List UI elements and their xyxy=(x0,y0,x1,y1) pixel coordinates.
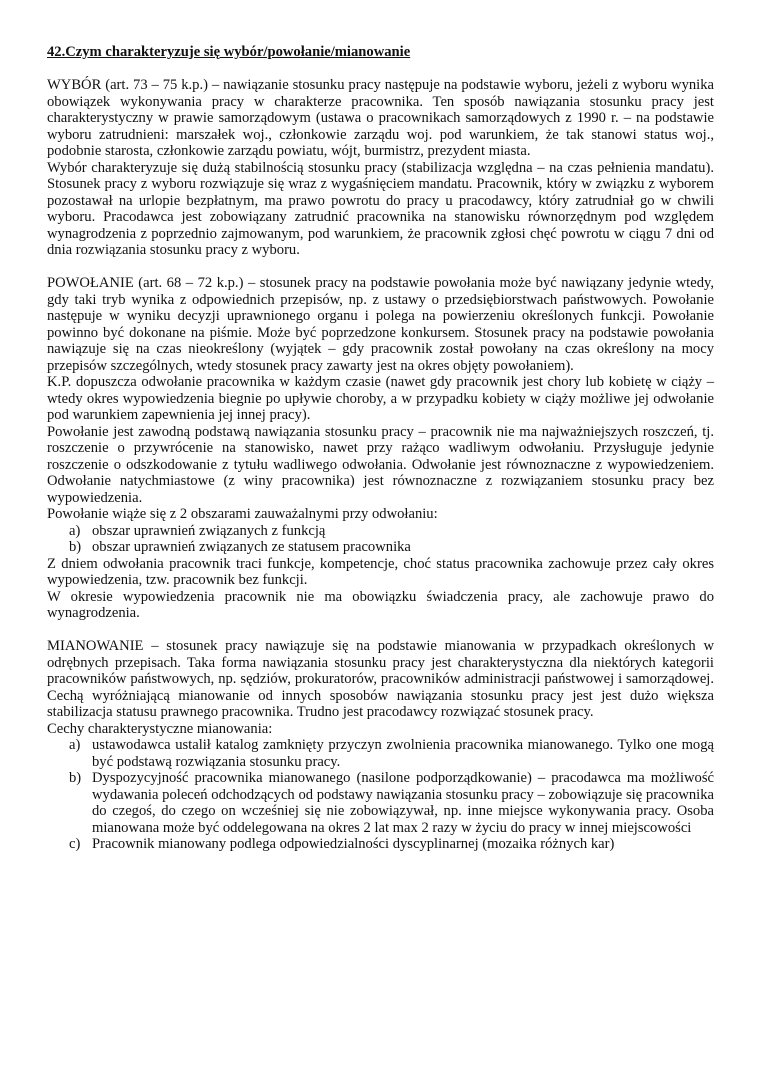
list-marker: a) xyxy=(69,737,81,753)
powolanie-list xyxy=(47,523,714,556)
paragraph: Cechy charakterystyczne mianowania: xyxy=(47,720,273,737)
paragraph: W okresie wypowiedzenia pracownik nie ma obowiązku świadczenia pracy, ale zachowuje prawo do wynagrodzenia. xyxy=(47,588,714,621)
section-mianowanie xyxy=(47,638,714,853)
section-wybor xyxy=(47,77,714,259)
mianowanie-list xyxy=(47,737,714,853)
spacer xyxy=(47,622,714,639)
list-marker: a) xyxy=(69,522,81,539)
paragraph: Powołanie jest zawodną podstawą nawiązania stosunku pracy – pracownik nie ma najważniejszych roszczeń, tj. roszczenie o przywrócenie na stanowisko, nawet przy rażąco wadliwym odwołaniu. Przysługuje jedynie roszczenie o odszkodowanie z tytułu wadliwego odwołania. Odwołanie jest równoznaczne z wypowiedzeniem. Odwołanie natychmiastowe (z winy pracownika) jest równoznaczne z rozwiązaniem stosunku pracy bez wypowiedzenia. xyxy=(47,423,714,506)
paragraph: Powołanie wiąże się z 2 obszarami zauważalnymi przy odwołaniu: xyxy=(47,506,438,522)
list-item xyxy=(47,737,714,770)
list-item xyxy=(47,523,714,540)
list-item-text: obszar uprawnień związanych z funkcją xyxy=(92,522,326,539)
paragraph: Wybór charakteryzuje się dużą stabilnością stosunku pracy (stabilizacja względna – na czas pełnienia mandatu). Stosunek pracy z wyboru rozwiązuje się wraz z wygaśnięciem mandatu. Pracownik, który w związku z wyborem pozostawał na urlopie bezpłatnym, ma prawo powrotu do pracy u pracodawcy, który zatrudniał go w chwili wyboru. Pracodawca jest zobowiązany zatrudnić pracownika na stanowisku równorzędnym pod względem wynagrodzenia z poprzednio zajmowanym, pod warunkiem, że pracownik zgłosi chęć powrotu w ciągu 7 dni od dnia rozwiązania stosunku pracy z wyboru. xyxy=(47,159,714,258)
list-item xyxy=(47,539,714,556)
paragraph: Z dniem odwołania pracownik traci funkcje, kompetencje, choć status pracownika zachowuje przez cały okres wypowiedzenia, tzw. pracownik bez funkcji. xyxy=(47,555,714,588)
list-item-text: Dyspozycyjność pracownika mianowanego (nasilone podporządkowanie) – pracodawca ma możliwość wydawania poleceń odchodzących od podstawy nawiązania stosunku pracy – zobowiązuje się pracownika do czegoś, do czego on wcześniej się nie zobowiązywał, np. inne miejsce wykonywania pracy. Osoba mianowana może być oddelegowana na okres 2 lat max 2 razy w życiu do pracy w innej miejscowości xyxy=(92,770,714,836)
list-marker: b) xyxy=(69,770,82,786)
list-item xyxy=(47,770,714,836)
paragraph: MIANOWANIE – stosunek pracy nawiązuje się na podstawie mianowania w przypadkach określonych w odrębnych przepisach. Taka forma nawiązania stosunku pracy jest charakterystyczna dla niektórych kategorii pracowników państwowych, np. sędziów, prokuratorów, pracowników administracji państwowej i samorządowej. Cechą wyróżniającą mianowanie od innych sposobów nawiązania stosunku pracy jest jest dużo większa stabilizacja statusu prawnego pracownika. Trudno jest pracodawcy rozwiązać stosunek pracy. xyxy=(47,638,714,720)
document-page xyxy=(47,44,714,853)
list-item-text: obszar uprawnień związanych ze statusem pracownika xyxy=(92,539,411,555)
section-powolanie xyxy=(47,275,714,622)
document-title: 42.Czym charakteryzuje się wybór/powołanie/mianowanie xyxy=(47,44,411,60)
paragraph: WYBÓR (art. 73 – 75 k.p.) – nawiązanie stosunku pracy następuje na podstawie wyboru, jeżeli z wyboru wynika obowiązek wykonywania pracy w charakterze pracownika. Ten sposób nawiązania stosunku pracy jest charakterystyczny w prawie samorządowym (ustawa o pracownikach samorządowych z 1990 r. – na podstawie wyboru zatrudnieni: marszałek woj., członkowie zarządu woj. pod warunkiem, że tak stanowi status woj., podobnie starosta, członkowie zarządu powiatu, wójt, burmistrz, prezydent miasta. xyxy=(47,77,714,159)
paragraph: POWOŁANIE (art. 68 – 72 k.p.) – stosunek pracy na podstawie powołania może być nawiązany jedynie wtedy, gdy taki tryb wynika z odpowiednich przepisów, np. z ustawy o przedsiębiorstwach państwowych. Powołanie następuje w wyniku decyzji uprawnionego organu i polega na powierzeniu określonych funkcji. Powołanie powinno być dokonane na piśmie. Może być poprzedzone konkursem. Stosunek pracy na podstawie powołania nawiązuje się na czas nieokreślony (wyjątek – gdy pracownik został powołany na czas określony na mocy przepisów szczególnych, wtedy stosunek pracy zawarty jest na okres objęty powołaniem). xyxy=(47,275,714,374)
list-item xyxy=(47,836,714,853)
list-item-text: Pracownik mianowany podlega odpowiedzialności dyscyplinarnej (mozaika różnych kar) xyxy=(92,836,615,852)
list-marker: b) xyxy=(69,539,82,555)
spacer xyxy=(47,259,714,276)
list-marker: c) xyxy=(69,836,81,852)
list-item-text: ustawodawca ustalił katalog zamknięty przyczyn zwolnienia pracownika mianowanego. Tylko one mogą być podstawą rozwiązania stosunku pracy. xyxy=(92,737,714,770)
paragraph: K.P. dopuszcza odwołanie pracownika w każdym czasie (nawet gdy pracownik jest chory lub kobietę w ciąży – wtedy okres wypowiedzenia biegnie po upływie choroby, a w przypadku kobiety w ciąży możliwe jej odwołanie pod warunkiem zapewnienia jej innej pracy). xyxy=(47,374,714,423)
